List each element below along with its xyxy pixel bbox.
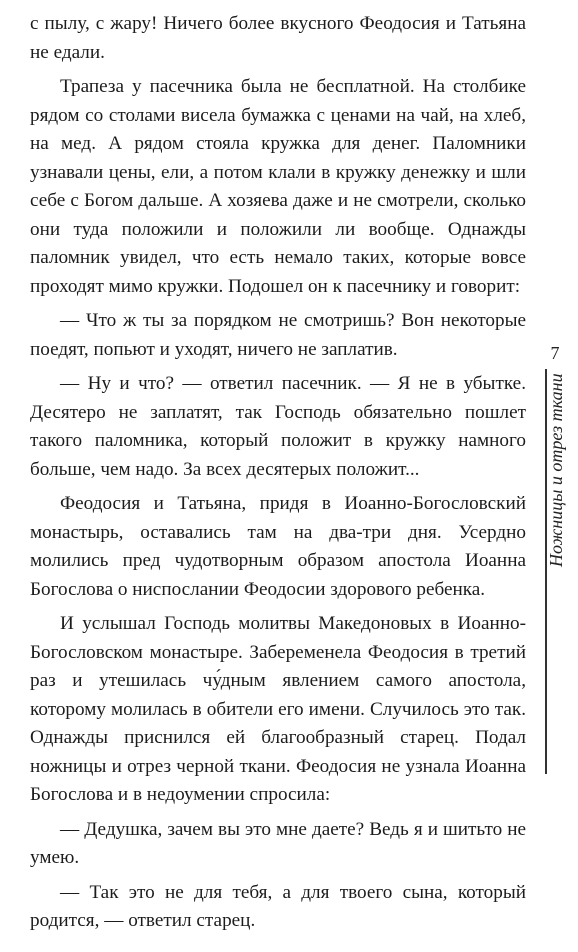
paragraph-1: с пылу, с жару! Ничего более вкусного Феодосия и Татьяна не едали. <box>30 13 526 63</box>
page-number: 7 <box>550 343 560 363</box>
paragraph-8: — Так это не для тебя, а для твоего сына, который родится, — ответил старец. <box>30 881 526 931</box>
running-title: Ножницы и отрез ткани <box>546 373 566 567</box>
paragraph-2: Трапеза у пасечника была не бесплатной. На столбике рядом со столами висела бумажка с ценами на чай, на хлеб, на мед. А рядом стояла кружка для денег. Паломники узнавали цены, ели, а потом клали в кружку денежку и шли себе с Богом дальше. А хозяева даже и не смотрели, сколько они туда положили и положили ли вообще. Однажды паломник увидел, что есть немало таких, которые вовсе проходят мимо кружки. Подошел он к пасечнику и говорит: <box>30 76 526 297</box>
paragraph-6: И услышал Господь молитвы Македоновых в Иоанно-Богословском монастыре. Забеременела Феодосия в третий раз и утешилась чу́дным явлением самого апостола, которому молилась в обители его имени. Случилось это так. Однажды приснился ей благообразный старец. Подал ножницы и отрез черной ткани. Феодосия не узнала Иоанна Богослова и в недоумении спросила: <box>30 613 526 805</box>
paragraph-7: — Дедушка, зачем вы это мне даете? Ведь я и шитьто не умею. <box>30 818 526 868</box>
paragraph-5: Феодосия и Татьяна, придя в Иоанно-Богословский монастырь, оставались там на два-три дня. Усердно молились пред чудотворным образом апостола Иоанна Богослова о ниспослании Феодосии здорового ребенка. <box>30 493 526 600</box>
body-text <box>30 10 526 942</box>
paragraph-4: — Ну и что? — ответил пасечник. — Я не в убытке. Десятеро не заплатят, так Господь обязательно пошлет такого паломника, который положит в кружку намного больше, чем надо. За всех десятерых положит... <box>30 373 526 480</box>
side-margin <box>544 343 566 775</box>
paragraph-3: — Что ж ты за порядком не смотришь? Вон некоторые поедят, попьют и уходят, ничего не заплатив. <box>30 310 526 360</box>
